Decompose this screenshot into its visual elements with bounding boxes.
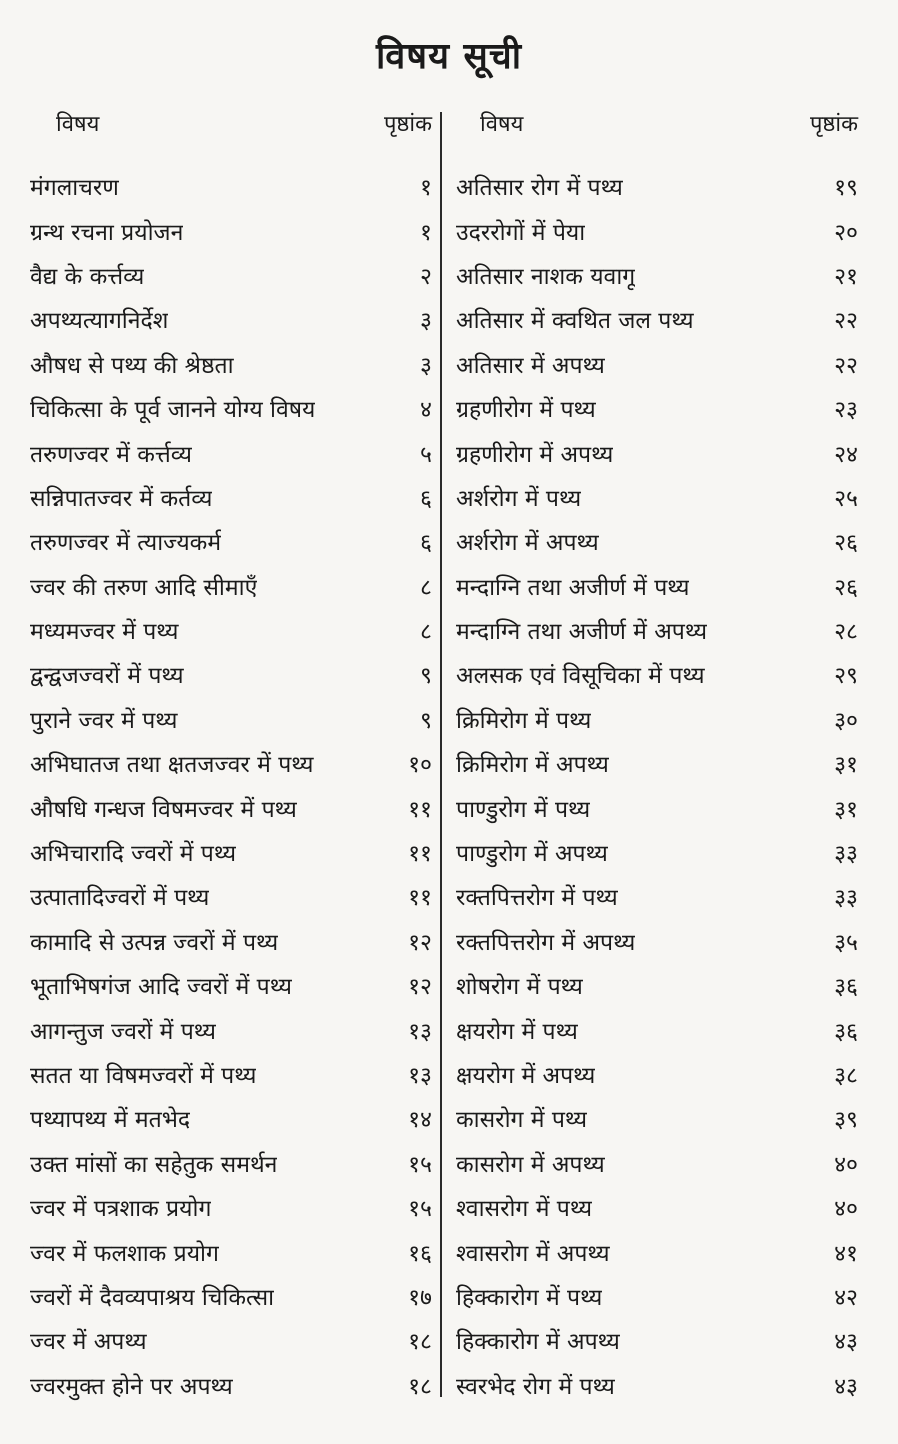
- toc-entry: [30, 919, 432, 963]
- toc-entry: [456, 564, 858, 608]
- toc-entry-subject: अपथ्यत्यागनिर्देश: [30, 308, 169, 335]
- toc-entry: [30, 1141, 432, 1185]
- toc-entry: [456, 741, 858, 785]
- toc-entry-subject: पाण्डुरोग में अपथ्य: [456, 841, 608, 868]
- toc-entry-page: ४: [420, 397, 432, 424]
- toc-entry-page: ९: [420, 707, 432, 734]
- toc-entry: [30, 697, 432, 741]
- toc-entry-page: ११: [408, 796, 432, 823]
- toc-entry: [30, 608, 432, 652]
- toc-entry-subject: ज्वर की तरुण आदि सीमाएँ: [30, 574, 258, 601]
- toc-entry-subject: ज्वर में फलशाक प्रयोग: [30, 1240, 219, 1267]
- toc-entry-page: ४२: [834, 1284, 858, 1311]
- toc-entry-subject: उक्त मांसों का सहेतुक समर्थन: [30, 1151, 278, 1178]
- toc-entry: [30, 1363, 432, 1407]
- page-header: पृष्ठांक: [383, 112, 432, 137]
- toc-entry-subject: ज्वर में अपथ्य: [30, 1329, 147, 1356]
- toc-entry: [30, 1052, 432, 1096]
- toc-entry-page: ६: [420, 485, 432, 512]
- toc-entry: [30, 208, 432, 252]
- toc-entry: [456, 919, 858, 963]
- toc-entry-page: ३३: [834, 841, 858, 868]
- toc-entry-subject: अतिसार नाशक यवागू: [456, 263, 636, 290]
- toc-entry-page: १४: [408, 1107, 432, 1134]
- toc-entry: [30, 519, 432, 563]
- toc-entry: [30, 741, 432, 785]
- toc-entry-subject: हिक्कारोग में पथ्य: [456, 1284, 603, 1311]
- toc-entry-page: ४०: [834, 1196, 858, 1223]
- toc-entry: [30, 1318, 432, 1362]
- toc-entry-page: २६: [834, 574, 858, 601]
- toc-entry-subject: अर्शरोग में पथ्य: [456, 485, 582, 512]
- toc-entry-page: १८: [408, 1329, 432, 1356]
- toc-entry: [456, 1007, 858, 1051]
- toc-entry-page: ११: [408, 885, 432, 912]
- toc-entry: [456, 1096, 858, 1140]
- toc-entry-subject: अतिसार रोग में पथ्य: [456, 175, 623, 202]
- toc-entry-subject: पाण्डुरोग में पथ्य: [456, 796, 591, 823]
- toc-entry-subject: अतिसार में अपथ्य: [456, 352, 605, 379]
- toc-entry-subject: तरुणज्वर में कर्त्तव्य: [30, 441, 192, 468]
- toc-entry-page: ३५: [834, 929, 858, 956]
- toc-entry-subject: ग्रन्थ रचना प्रयोजन: [30, 219, 184, 246]
- toc-entry: [30, 564, 432, 608]
- toc-entry-page: २९: [834, 663, 858, 690]
- toc-entry-page: १: [420, 175, 432, 202]
- toc-entry: [30, 1229, 432, 1273]
- toc-entry-page: ८: [420, 619, 432, 646]
- toc-entry-subject: पुराने ज्वर में पथ्य: [30, 707, 178, 734]
- toc-entry-page: १९: [834, 175, 858, 202]
- toc-entry-subject: ज्वर में पत्रशाक प्रयोग: [30, 1196, 212, 1223]
- toc-entry-subject: तरुणज्वर में त्याज्यकर्म: [30, 530, 222, 557]
- toc-entry-subject: कासरोग में अपथ्य: [456, 1151, 605, 1178]
- toc-entry-subject: रक्तपित्तरोग में पथ्य: [456, 885, 618, 912]
- toc-entry: [30, 874, 432, 918]
- toc-entry: [30, 386, 432, 430]
- toc-entry-page: ३१: [834, 796, 858, 823]
- toc-entry-page: २८: [834, 619, 858, 646]
- toc-entry: [456, 386, 858, 430]
- toc-entry-subject: कासरोग में पथ्य: [456, 1107, 588, 1134]
- toc-entry: [30, 297, 432, 341]
- toc-entry: [456, 608, 858, 652]
- toc-entry-page: ३३: [834, 885, 858, 912]
- toc-entry-page: ३९: [834, 1107, 858, 1134]
- toc-entry: [456, 342, 858, 386]
- toc-entry-page: ४१: [834, 1240, 858, 1267]
- toc-entry: [30, 1185, 432, 1229]
- toc-entry-subject: कामादि से उत्पन्न ज्वरों में पथ्य: [30, 929, 279, 956]
- toc-entry-subject: औषधि गन्धज विषमज्वर में पथ्य: [30, 796, 297, 823]
- toc-entry-page: २५: [834, 485, 858, 512]
- toc-entry: [456, 1229, 858, 1273]
- toc-entry-page: ६: [420, 530, 432, 557]
- toc-entry: [456, 785, 858, 829]
- toc-entry: [456, 1141, 858, 1185]
- toc-entry-subject: मन्दाग्नि तथा अजीर्ण में अपथ्य: [456, 619, 708, 646]
- toc-entry-page: ८: [420, 574, 432, 601]
- toc-entry-subject: क्रिमिरोग में अपथ्य: [456, 752, 609, 779]
- toc-entry: [30, 963, 432, 1007]
- toc-entry-subject: सतत या विषमज्वरों में पथ्य: [30, 1063, 257, 1089]
- toc-entry-page: ५: [420, 441, 432, 468]
- toc-list-right: [456, 164, 858, 1407]
- toc-entry-page: ११: [408, 841, 432, 868]
- column-divider: [440, 112, 442, 1397]
- toc-entry-subject: मध्यमज्वर में पथ्य: [30, 619, 179, 646]
- toc-entry: [30, 430, 432, 474]
- toc-entry-page: १७: [408, 1284, 432, 1311]
- toc-entry-page: २३: [834, 397, 858, 424]
- toc-entry-subject: अर्शरोग में अपथ्य: [456, 530, 599, 557]
- toc-entry: [456, 1363, 858, 1407]
- toc-entry-page: ३६: [834, 1018, 858, 1045]
- toc-entry-subject: अलसक एवं विसूचिका में पथ्य: [456, 663, 705, 690]
- toc-list-left: [30, 164, 432, 1407]
- toc-entry-subject: ज्वरमुक्त होने पर अपथ्य: [30, 1373, 233, 1400]
- page-title: विषय सूची: [375, 35, 523, 77]
- toc-entry-page: २१: [834, 263, 858, 290]
- page-header: पृष्ठांक: [809, 112, 858, 137]
- toc-entry-subject: चिकित्सा के पूर्व जानने योग्य विषय: [30, 397, 316, 424]
- toc-entry: [30, 253, 432, 297]
- column-header-right: [456, 108, 858, 142]
- toc-entry: [30, 830, 432, 874]
- toc-entry-page: १५: [408, 1151, 432, 1178]
- toc-entry: [456, 697, 858, 741]
- toc-entry: [456, 652, 858, 696]
- toc-entry-page: २२: [834, 308, 858, 335]
- toc-entry-subject: स्वरभेद रोग में पथ्य: [456, 1373, 615, 1400]
- toc-entry-subject: ग्रहणीरोग में पथ्य: [456, 397, 596, 424]
- toc-entry-subject: ज्वरों में दैवव्यपाश्रय चिकित्सा: [30, 1284, 275, 1311]
- toc-entry-page: १३: [408, 1063, 432, 1089]
- toc-entry: [30, 785, 432, 829]
- toc-entry-subject: मंगलाचरण: [30, 175, 119, 202]
- toc-entry: [456, 1185, 858, 1229]
- toc-entry: [456, 1274, 858, 1318]
- toc-entry-subject: अतिसार में क्वथित जल पथ्य: [456, 308, 694, 335]
- toc-entry-page: ३६: [834, 974, 858, 1001]
- toc-entry-page: ३: [420, 352, 432, 379]
- subject-header: विषय: [56, 112, 100, 137]
- toc-entry-page: २: [420, 263, 432, 290]
- toc-entry-page: ३८: [834, 1063, 858, 1089]
- toc-entry: [456, 430, 858, 474]
- toc-entry-page: २४: [834, 441, 858, 468]
- toc-entry: [456, 830, 858, 874]
- toc-entry-subject: औषध से पथ्य की श्रेष्ठता: [30, 352, 234, 379]
- toc-entry: [30, 1274, 432, 1318]
- toc-entry-subject: भूताभिषगंज आदि ज्वरों में पथ्य: [30, 974, 292, 1001]
- toc-entry-page: ३१: [834, 752, 858, 779]
- toc-entry: [456, 208, 858, 252]
- toc-entry-page: १२: [408, 974, 432, 1001]
- toc-entry-page: ४३: [834, 1373, 858, 1400]
- toc-entry-subject: ग्रहणीरोग में अपथ्य: [456, 441, 614, 468]
- toc-entry-subject: श्वासरोग में पथ्य: [456, 1196, 593, 1223]
- toc-entry-page: १३: [408, 1018, 432, 1045]
- toc-entry-subject: श्वासरोग में अपथ्य: [456, 1240, 610, 1267]
- toc-entry-page: १८: [408, 1373, 432, 1400]
- toc-entry-subject: मन्दाग्नि तथा अजीर्ण में पथ्य: [456, 574, 690, 601]
- toc-entry-page: १५: [408, 1196, 432, 1223]
- toc-entry-page: १०: [408, 752, 432, 779]
- toc-entry: [30, 164, 432, 208]
- toc-entry-subject: उत्पातादिज्वरों में पथ्य: [30, 885, 210, 912]
- toc-entry-subject: रक्तपित्तरोग में अपथ्य: [456, 929, 636, 956]
- toc-entry-subject: वैद्य के कर्त्तव्य: [30, 263, 145, 290]
- toc-entry-page: ४३: [834, 1329, 858, 1356]
- toc-entry: [456, 1318, 858, 1362]
- toc-entry-page: ९: [420, 663, 432, 690]
- toc-entry-page: १: [420, 219, 432, 246]
- toc-entry-subject: सन्निपातज्वर में कर्तव्य: [30, 485, 213, 512]
- column-header-left: [30, 108, 432, 142]
- toc-entry: [30, 475, 432, 519]
- toc-entry-subject: पथ्यापथ्य में मतभेद: [30, 1107, 191, 1134]
- toc-entry-subject: अभिघातज तथा क्षतजज्वर में पथ्य: [30, 752, 314, 779]
- toc-entry: [456, 253, 858, 297]
- toc-entry-subject: शोषरोग में पथ्य: [456, 974, 583, 1001]
- toc-entry-page: ३०: [834, 707, 858, 734]
- toc-entry: [30, 652, 432, 696]
- toc-entry: [456, 874, 858, 918]
- toc-entry-subject: अभिचारादि ज्वरों में पथ्य: [30, 841, 237, 868]
- toc-entry-page: १६: [408, 1240, 432, 1267]
- toc-entry: [456, 297, 858, 341]
- toc-entry-subject: हिक्कारोग में अपथ्य: [456, 1329, 620, 1356]
- toc-entry: [456, 519, 858, 563]
- toc-entry-subject: क्रिमिरोग में पथ्य: [456, 707, 592, 734]
- toc-entry-page: २२: [834, 352, 858, 379]
- toc-entry-subject: द्वन्द्वजज्वरों में पथ्य: [30, 663, 184, 690]
- toc-entry-page: ३: [420, 308, 432, 335]
- toc-entry-page: ४०: [834, 1151, 858, 1178]
- toc-entry: [456, 475, 858, 519]
- toc-entry: [456, 1052, 858, 1096]
- toc-entry: [30, 1007, 432, 1051]
- toc-entry: [30, 1096, 432, 1140]
- toc-entry-page: १२: [408, 929, 432, 956]
- toc-entry-subject: क्षयरोग में अपथ्य: [456, 1063, 596, 1089]
- toc-entry: [456, 963, 858, 1007]
- toc-entry-page: २०: [834, 219, 858, 246]
- toc-column-right: [456, 108, 858, 1407]
- subject-header: विषय: [480, 112, 524, 137]
- toc-entry: [30, 342, 432, 386]
- toc-entry-subject: उदररोगों में पेया: [456, 219, 586, 246]
- toc-entry-page: २६: [834, 530, 858, 557]
- toc-entry: [456, 164, 858, 208]
- toc-entry-subject: आगन्तुज ज्वरों में पथ्य: [30, 1018, 216, 1045]
- toc-entry-subject: क्षयरोग में पथ्य: [456, 1018, 578, 1045]
- toc-column-left: [30, 108, 432, 1407]
